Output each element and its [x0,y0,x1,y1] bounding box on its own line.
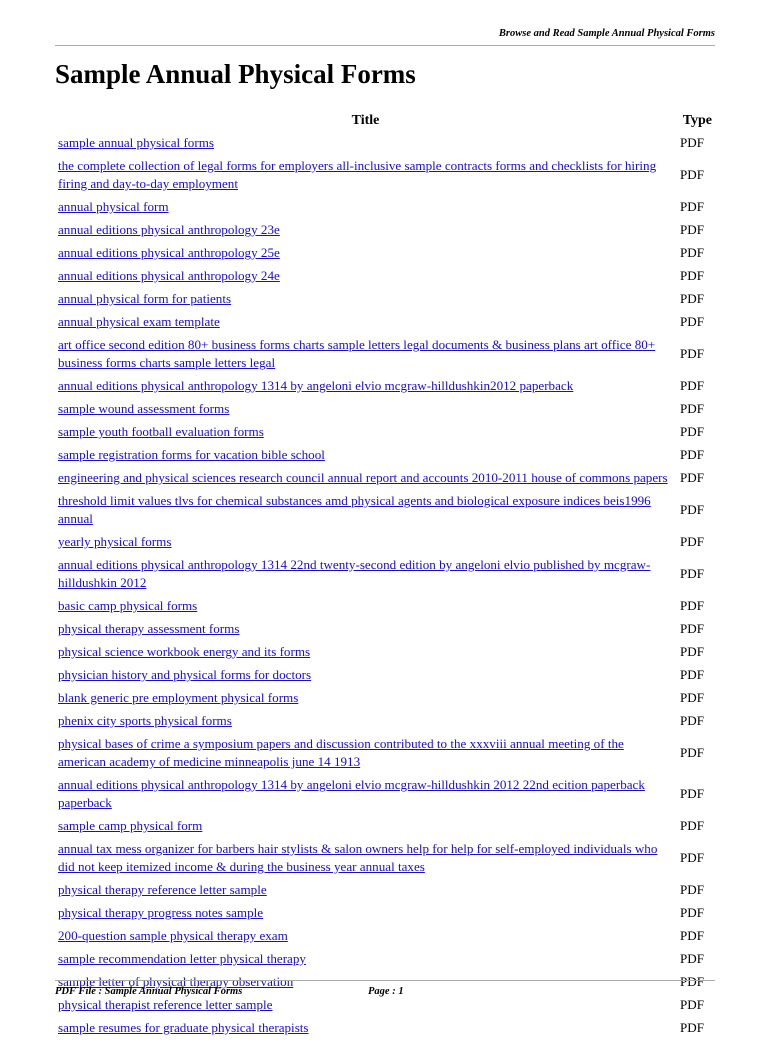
title-cell [55,446,676,464]
table-row [55,219,715,242]
type-cell: PDF [680,818,705,833]
table-row [55,375,715,398]
type-cell: PDF [680,222,705,237]
type-cell: PDF [680,199,705,214]
type-cell: PDF [680,713,705,728]
type-cell: PDF [680,598,705,613]
document-link[interactable]: annual physical form [58,199,169,214]
footer-page-number: Page : 1 [368,986,404,997]
document-link[interactable]: sample annual physical forms [58,135,214,150]
title-cell [55,492,676,528]
title-cell [55,134,676,152]
table-header [55,113,715,129]
document-link[interactable]: annual editions physical anthropology 1314 by angeloni elvio mcgraw-hilldushkin 2012 22nd ecition paperback paperback [58,777,645,810]
title-cell [55,666,676,684]
type-cell: PDF [680,786,705,801]
type-cell: PDF [680,534,705,549]
title-cell [55,244,676,262]
footer-file-label: PDF File : Sample Annual Physical Forms [55,986,243,997]
title-cell [55,157,676,193]
title-cell [55,881,676,899]
title-cell [55,290,676,308]
document-link[interactable]: physician history and physical forms for doctors [58,667,312,682]
title-cell [55,689,676,707]
document-link[interactable]: art office second edition 80+ business forms charts sample letters legal documents & business plans art office 80+ business forms charts sample letters legal [58,337,656,370]
document-link[interactable]: annual physical form for patients [58,291,232,306]
title-cell [55,423,676,441]
title-cell [55,776,676,812]
table-row [55,531,715,554]
title-cell [55,950,676,968]
title-cell [55,267,676,285]
document-link[interactable]: annual physical exam template [58,314,220,329]
title-cell [55,597,676,615]
title-cell [55,377,676,395]
document-link[interactable]: physical therapy reference letter sample [58,882,267,897]
document-list [55,132,715,1040]
title-cell [55,400,676,418]
table-row [55,265,715,288]
document-link[interactable]: annual editions physical anthropology 25e [58,245,280,260]
type-cell: PDF [680,502,705,517]
title-cell [55,817,676,835]
header-text: Browse and Read Sample Annual Physical Forms [498,28,715,39]
type-cell: PDF [680,346,705,361]
type-cell: PDF [680,314,705,329]
table-row [55,595,715,618]
document-link[interactable]: engineering and physical sciences research council annual report and accounts 2010-2011 house of commons papers [58,470,668,485]
document-link[interactable]: sample recommendation letter physical therapy [58,951,306,966]
type-cell: PDF [680,951,705,966]
type-cell: PDF [680,470,705,485]
document-link[interactable]: annual editions physical anthropology 24e [58,268,280,283]
type-cell: PDF [680,268,705,283]
title-cell [55,735,676,771]
type-cell: PDF [680,997,705,1012]
type-cell: PDF [680,1020,705,1035]
title-cell [55,533,676,551]
table-row [55,444,715,467]
title-cell [55,469,676,487]
table-row [55,879,715,902]
title-cell [55,643,676,661]
title-cell [55,620,676,638]
type-cell: PDF [680,690,705,705]
type-cell: PDF [680,566,705,581]
table-row [55,490,715,531]
type-cell: PDF [680,245,705,260]
table-row [55,196,715,219]
document-link[interactable]: yearly physical forms [58,534,172,549]
table-row [55,421,715,444]
table-row [55,902,715,925]
type-cell: PDF [680,401,705,416]
type-cell: PDF [680,644,705,659]
table-row [55,641,715,664]
type-cell: PDF [680,135,705,150]
document-link[interactable]: annual tax mess organizer for barbers hair stylists & salon owners help for help for self-employed individuals who did not keep itemized income & during the business year annual taxes [58,841,658,874]
type-cell: PDF [680,928,705,943]
type-cell: PDF [680,378,705,393]
title-cell [55,927,676,945]
table-row [55,664,715,687]
table-row [55,1017,715,1040]
title-cell [55,712,676,730]
type-cell: PDF [680,447,705,462]
document-link[interactable]: physical bases of crime a symposium papers and discussion contributed to the xxxviii annual meeting of the american academy of medicine minneapolis june 14 1913 [58,736,624,769]
table-row [55,774,715,815]
table-row [55,733,715,774]
page-header [55,28,715,46]
document-link[interactable]: basic camp physical forms [58,598,198,613]
type-cell: PDF [680,850,705,865]
type-cell: PDF [680,291,705,306]
title-cell [55,198,676,216]
table-row [55,948,715,971]
type-cell: PDF [680,745,705,760]
title-cell [55,221,676,239]
title-cell [55,1019,676,1037]
table-row [55,288,715,311]
document-link[interactable]: phenix city sports physical forms [58,713,232,728]
type-cell: PDF [680,882,705,897]
document-link[interactable]: physical therapy assessment forms [58,621,240,636]
document-link[interactable]: sample camp physical form [58,818,203,833]
type-cell: PDF [680,424,705,439]
table-row [55,467,715,490]
document-link[interactable]: annual editions physical anthropology 23e [58,222,280,237]
table-row [55,710,715,733]
document-link[interactable]: physical therapist reference letter sample [58,997,273,1012]
table-row [55,334,715,375]
document-link[interactable]: sample wound assessment forms [58,401,230,416]
page-title: Sample Annual Physical Forms [55,59,416,89]
document-link[interactable]: sample youth football evaluation forms [58,424,264,439]
document-link[interactable]: 200-question sample physical therapy exam [58,928,288,943]
table-row [55,815,715,838]
document-link[interactable]: blank generic pre employment physical forms [58,690,299,705]
document-link[interactable]: annual editions physical anthropology 1314 22nd twenty-second edition by angeloni elvio published by mcgraw-hilldushkin 2012 [58,557,651,590]
type-cell: PDF [680,167,705,182]
document-link[interactable]: the complete collection of legal forms for employers all-inclusive sample contracts forms and checklists for hiring firing and day-to-day employment [58,158,657,191]
table-row [55,687,715,710]
document-link[interactable]: sample registration forms for vacation bible school [58,447,325,462]
table-row [55,311,715,334]
document-link[interactable]: physical therapy progress notes sample [58,905,264,920]
type-cell: PDF [680,905,705,920]
table-row [55,132,715,155]
table-row [55,554,715,595]
document-link[interactable]: sample letter of physical therapy observation [58,974,294,989]
table-row [55,155,715,196]
table-row [55,242,715,265]
document-link[interactable]: annual editions physical anthropology 1314 by angeloni elvio mcgraw-hilldushkin2012 paperback [58,378,574,393]
title-cell [55,336,676,372]
table-row [55,618,715,641]
type-cell: PDF [680,621,705,636]
column-header-title: Title [351,113,380,128]
document-link[interactable]: sample resumes for graduate physical therapists [58,1020,309,1035]
column-header-type: Type [682,113,712,128]
document-link[interactable]: threshold limit values tlvs for chemical substances amd physical agents and biological exposure indices beis1996 annual [58,493,651,526]
table-row [55,398,715,421]
document-link[interactable]: physical science workbook energy and its forms [58,644,311,659]
page-footer [55,980,715,1000]
type-cell: PDF [680,667,705,682]
title-cell [55,313,676,331]
type-cell: PDF [680,974,705,989]
table-row [55,925,715,948]
table-row [55,838,715,879]
title-cell [55,840,676,876]
title-cell [55,556,676,592]
title-cell [55,904,676,922]
